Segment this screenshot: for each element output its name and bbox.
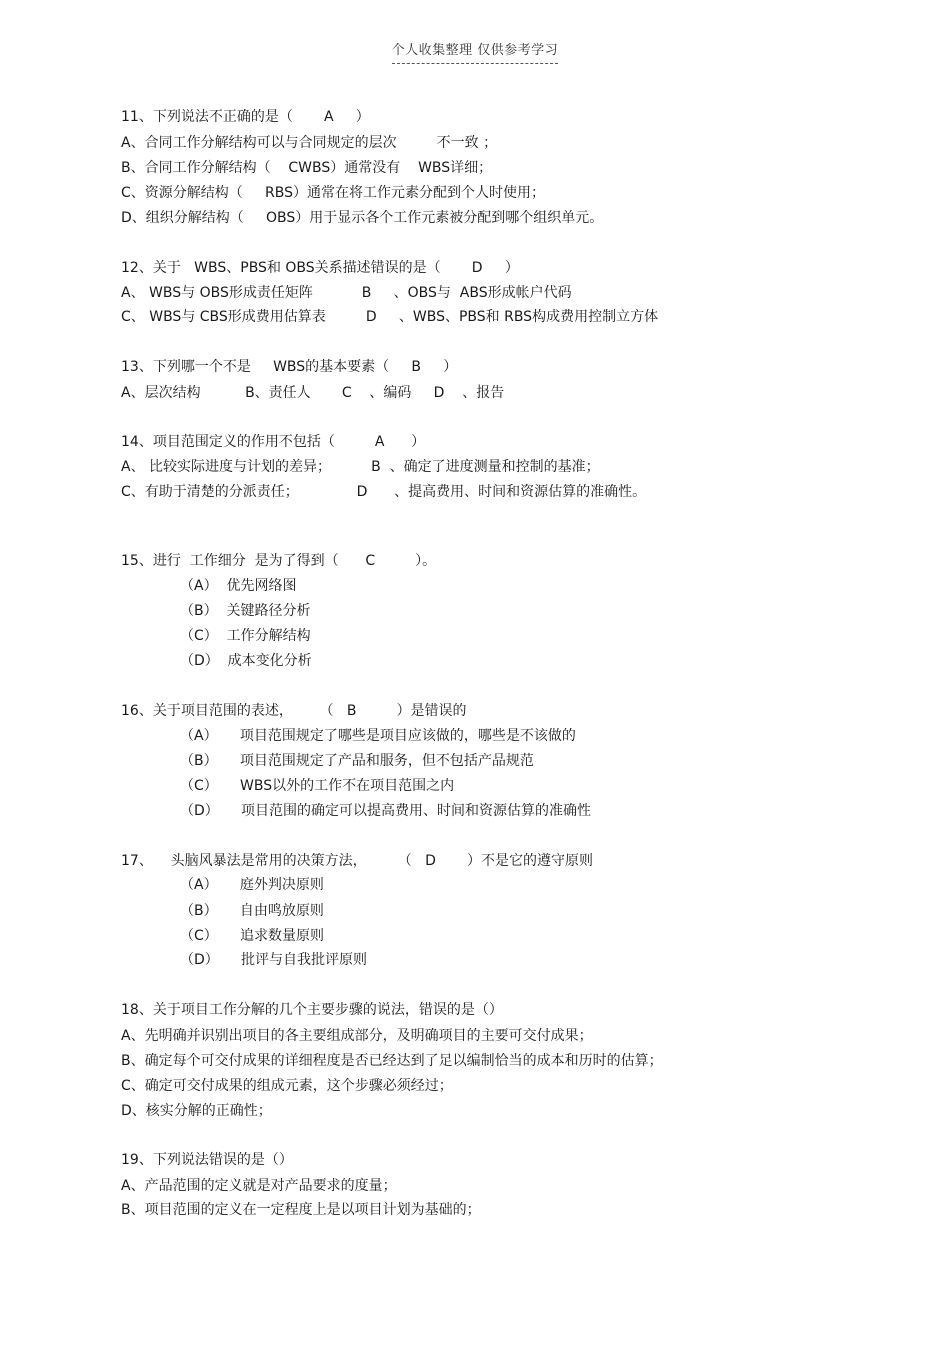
question-18-option-a: A、先明确并识别出项目的各主要组成部分，及明确项目的主要可交付成果； (121, 1028, 593, 1044)
question-16-option-d: （D） 项目范围的确定可以提高费用、时间和资源估算的准确性 (180, 803, 592, 819)
header-text: 个人收集整理 仅供参考学习 (392, 39, 559, 64)
question-14-options-cd: C、有助于清楚的分派责任； D 、提高费用、时间和资源估算的准确性。 (121, 484, 647, 500)
question-11-option-b: B、合同工作分解结构（ CWBS）通常没有 WBS详细； (121, 160, 493, 176)
question-12-stem: 12、关于 WBS、PBS和 OBS关系描述错误的是（ D ） (121, 260, 519, 276)
question-11-option-a: A、合同工作分解结构可以与合同规定的层次 不一致 ； (121, 135, 498, 151)
question-17-option-d: （D） 批评与自我批评原则 (180, 952, 368, 968)
question-18-option-c: C、确定可交付成果的组成元素，这个步骤必须经过； (121, 1078, 453, 1094)
question-17-stem: 17、 头脑风暴法是常用的决策方法， （ D ）不是它的遵守原则 (121, 853, 594, 869)
question-13-options: A、层次结构 B、责任人 C 、编码 D 、报告 (121, 385, 505, 401)
question-18-option-b: B、确定每个可交付成果的详细程度是否已经达到了足以编制恰当的成本和历时的估算； (121, 1053, 663, 1069)
question-13-stem: 13、下列哪一个不是 WBS的基本要素（ B ） (121, 359, 458, 375)
question-18-stem: 18、关于项目工作分解的几个主要步骤的说法，错误的是（） (121, 1002, 503, 1018)
question-15-stem: 15、进行 工作细分 是为了得到（ C ）。 (121, 553, 437, 569)
question-15-option-a: （A） 优先网络图 (180, 578, 297, 594)
question-17-option-a: （A） 庭外判决原则 (180, 877, 324, 893)
question-11-option-c: C、资源分解结构（ RBS）通常在将工作元素分配到个人时使用； (121, 185, 545, 201)
question-17-option-b: （B） 自由鸣放原则 (180, 903, 324, 919)
question-17-option-c: （C） 追求数量原则 (180, 928, 325, 944)
question-19-option-b: B、项目范围的定义在一定程度上是以项目计划为基础的； (121, 1202, 481, 1218)
question-14-stem: 14、项目范围定义的作用不包括（ A ） (121, 434, 426, 450)
question-12-options-cd: C、 WBS与 CBS形成费用估算表 D 、WBS、PBS和 RBS构成费用控制立方体 (121, 309, 659, 325)
question-11-stem: 11、下列说法不正确的是（ A ） (121, 109, 370, 125)
question-12-options-ab: A、 WBS与 OBS形成责任矩阵 B 、OBS与 ABS形成帐户代码 (121, 285, 572, 301)
question-19-stem: 19、下列说法错误的是（） (121, 1152, 293, 1168)
question-16-stem: 16、关于项目范围的表述， （ B ）是错误的 (121, 703, 467, 719)
page-header (0, 39, 950, 64)
question-19-option-a: A、产品范围的定义就是对产品要求的度量； (121, 1178, 397, 1194)
question-15-option-b: （B） 关键路径分析 (180, 603, 311, 619)
question-16-option-a: （A） 项目范围规定了哪些是项目应该做的，哪些是不该做的 (180, 728, 576, 744)
question-16-option-c: （C） WBS以外的工作不在项目范围之内 (180, 778, 455, 794)
question-14-options-ab: A、 比较实际进度与计划的差异； B 、确定了进度测量和控制的基准； (121, 459, 600, 475)
question-15-option-c: （C） 工作分解结构 (180, 628, 311, 644)
question-11-option-d: D、组织分解结构（ OBS）用于显示各个工作元素被分配到哪个组织单元。 (121, 210, 604, 226)
question-18-option-d: D、核实分解的正确性； (121, 1103, 272, 1119)
question-16-option-b: （B） 项目范围规定了产品和服务，但不包括产品规范 (180, 753, 534, 769)
question-15-option-d: （D） 成本变化分析 (180, 653, 312, 669)
